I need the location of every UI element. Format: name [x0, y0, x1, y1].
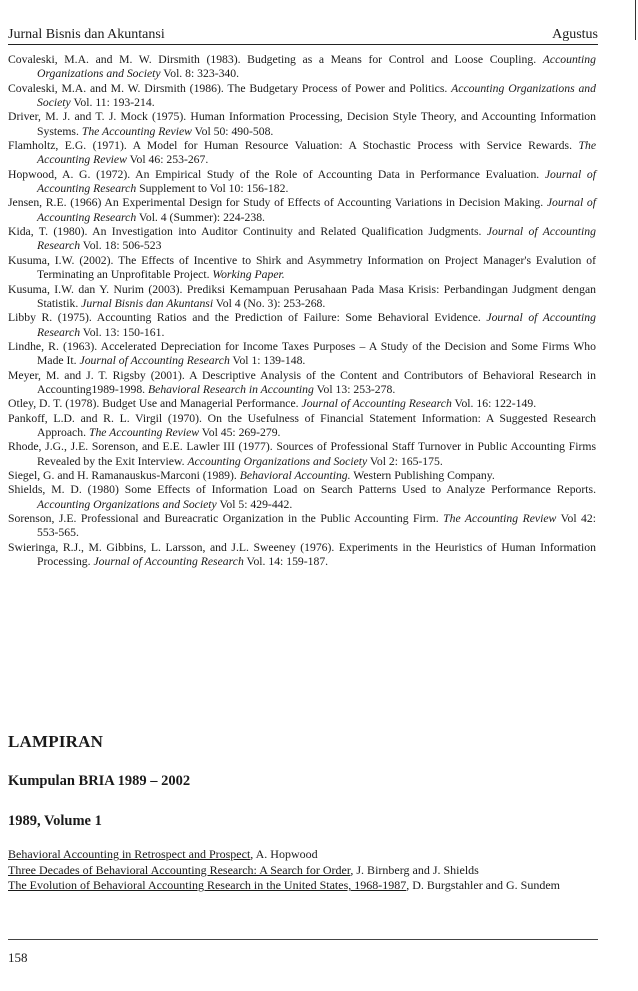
reference-text: Flamholtz, E.G. (1971). A Model for Human Resource Valuation: A Stochastic Process with Service Rewards.	[8, 139, 579, 153]
reference-item	[8, 440, 596, 469]
reference-text: Driver, M. J. and T. J. Mock (1975). Human Information Processing, Decision Style Theory, and Accounting Information Systems.	[8, 110, 596, 138]
reference-volume: Vol 45: 269-279.	[199, 425, 281, 439]
reference-item	[8, 412, 596, 441]
reference-text: Siegel, G. and H. Ramanauskus-Marconi (1989).	[8, 468, 240, 482]
reference-text: Kusuma, I.W. dan Y. Nurim (2003). Prediksi Kemampuan Perusahaan Pada Masa Krisis: Perbandingan Judgment dengan Statistik.	[8, 282, 596, 310]
reference-item	[8, 512, 596, 541]
reference-item	[8, 82, 596, 111]
reference-item	[8, 225, 596, 254]
article-authors: , D. Burgstahler and G. Sundem	[406, 878, 561, 893]
appendix-entry	[8, 878, 598, 894]
reference-source: Journal of Accounting Research	[37, 311, 596, 339]
reference-volume: Vol. 8: 323-340.	[160, 67, 240, 81]
reference-volume: Vol 13: 253-278.	[313, 382, 396, 396]
reference-volume: Vol. 13: 150-161.	[80, 325, 165, 339]
reference-source: Accounting Organizations and Society	[187, 454, 368, 468]
reference-source: Journal of Accounting Research	[37, 167, 596, 196]
appendix-entry-list	[8, 847, 598, 894]
reference-item	[8, 369, 596, 398]
appendix-subtitle: Kumpulan BRIA 1989 – 2002	[8, 773, 191, 789]
reference-text: Rhode, J.G., J.E. Sorenson, and E.E. Lawler III (1977). Sources of Professional Staff Turnover in Public Accounting Firms Revealed by the Exit Interview.	[8, 440, 596, 468]
reference-volume: Vol 50: 490-508.	[191, 124, 274, 138]
reference-volume: Western Publishing Company.	[350, 468, 495, 482]
article-authors: , A. Hopwood	[250, 847, 318, 861]
reference-source: The Accounting Review	[443, 512, 557, 525]
reference-text: Meyer, M. and J. T. Rigsby (2001). A Descriptive Analysis of the Content and Contributors of Behavioral Research in Accounting1989-1998.	[8, 368, 596, 396]
reference-item	[8, 483, 596, 512]
reference-source: Accounting Organizations and Society	[37, 53, 596, 81]
reference-item	[8, 397, 596, 411]
reference-source: The Accounting Review	[88, 425, 200, 439]
reference-source: Accounting Organizations and Society	[37, 81, 596, 110]
footer-divider	[8, 939, 598, 940]
reference-source: Journal of Accounting Research	[37, 196, 596, 224]
reference-text: Covaleski, M.A. and M. W. Dirsmith (1986). The Budgetary Process of Power and Politics.	[8, 81, 452, 95]
reference-source: Working Paper.	[212, 268, 285, 282]
reference-text: Kusuma, I.W. (2002). The Effects of Incentive to Shirk and Asymmetry Information on Project Manager's Evalution of Terminating an Unprofitable Project.	[8, 253, 596, 282]
reference-source: Journal of Accounting Research	[93, 555, 244, 569]
reference-source: Jurnal Bisnis dan Akuntansi	[81, 296, 214, 310]
running-header	[8, 27, 598, 45]
reference-volume: Supplement to Vol 10: 156-182.	[136, 182, 289, 196]
article-title: The Evolution of Behavioral Accounting Research in the United States, 1968-1987	[8, 878, 407, 893]
reference-source: Behavioral Research in Accounting	[148, 382, 314, 396]
journal-name: Jurnal Bisnis dan Akuntansi	[8, 27, 165, 42]
reference-volume: Vol 42: 553-565.	[37, 512, 596, 540]
reference-item	[8, 254, 596, 283]
volume-heading: 1989, Volume 1	[8, 813, 102, 829]
reference-volume: Vol 46: 253-267.	[126, 153, 209, 167]
reference-volume: Vol. 16: 122-149.	[451, 397, 537, 411]
reference-text: Shields, M. D. (1980) Some Effects of Information Load on Search Patterns Used to Analyze Performance Reports.	[8, 483, 596, 497]
reference-item	[8, 196, 596, 225]
reference-source: Journal of Accounting Research	[301, 397, 452, 411]
reference-item	[8, 53, 596, 82]
reference-text: Lindhe, R. (1963). Accelerated Depreciation for Income Taxes Purposes – A Study of the Decision and Some Firms Who Made It.	[8, 339, 596, 368]
reference-text: Otley, D. T. (1978). Budget Use and Managerial Performance.	[8, 397, 302, 411]
article-title: Behavioral Accounting in Retrospect and Prospect	[8, 847, 251, 861]
reference-text: Libby R. (1975). Accounting Ratios and the Prediction of Failure: Some Behavioral Evidence.	[8, 311, 487, 325]
reference-item	[8, 340, 596, 369]
reference-item	[8, 168, 596, 197]
reference-item	[8, 110, 596, 139]
reference-item	[8, 469, 596, 483]
reference-text: Sorenson, J.E. Professional and Bureacratic Organization in the Public Accounting Firm.	[8, 512, 444, 525]
article-title: Three Decades of Behavioral Accounting Research: A Search for Order	[8, 862, 351, 877]
reference-text: Jensen, R.E. (1966) An Experimental Design for Study of Effects of Accounting Variations in Decision Making.	[8, 196, 547, 210]
reference-volume: Vol. 11: 193-214.	[70, 96, 155, 110]
reference-source: Behavioral Accounting.	[239, 468, 351, 482]
reference-volume: Vol. 4 (Summer): 224-238.	[136, 210, 265, 224]
reference-item	[8, 283, 596, 312]
reference-text: Swieringa, R.J., M. Gibbins, L. Larsson, and J.L. Sweeney (1976). Experiments in the Heuristics of Human Information Processing.	[8, 540, 596, 569]
reference-volume: Vol 4 (No. 3): 253-268.	[213, 296, 326, 310]
reference-volume: Vol. 18: 506-523	[80, 239, 162, 253]
reference-volume: Vol 1: 139-148.	[229, 354, 306, 368]
appendix-entry	[8, 847, 598, 863]
reference-source: Journal of Accounting Research	[79, 354, 230, 368]
reference-source: The Accounting Review	[37, 139, 596, 167]
reference-text: Covaleski, M.A. and M. W. Dirsmith (1983). Budgeting as a Means for Control and Loose Coupling.	[8, 53, 543, 66]
reference-volume: Vol. 14: 159-187.	[243, 555, 329, 569]
appendix-title: LAMPIRAN	[8, 732, 104, 751]
reference-text: Pankoff, L.D. and R. L. Virgil (1970). On the Usefulness of Financial Statement Information: A Suggested Research Approach.	[8, 411, 596, 439]
author-name: Agustus	[552, 27, 598, 42]
reference-source: Accounting Organizations and Society	[37, 497, 217, 511]
reference-text: Kida, T. (1980). An Investigation into Auditor Continuity and Related Qualification Judgments.	[8, 225, 487, 239]
reference-item	[8, 541, 596, 570]
article-authors: , J. Birnberg and J. Shields	[350, 862, 479, 877]
page-edge-mark	[635, 0, 637, 40]
reference-source: Journal of Accounting Research	[37, 225, 596, 253]
reference-list	[8, 53, 596, 569]
reference-item	[8, 139, 596, 168]
reference-volume: Vol 5: 429-442.	[216, 497, 293, 511]
reference-text: Hopwood, A. G. (1972). An Empirical Study of the Role of Accounting Data in Performance Evaluation.	[8, 167, 545, 181]
appendix-entry	[8, 863, 598, 879]
reference-source: The Accounting Review	[81, 124, 192, 138]
reference-item	[8, 311, 596, 340]
page-number: 158	[8, 950, 28, 965]
reference-volume: Vol 2: 165-175.	[367, 454, 443, 468]
